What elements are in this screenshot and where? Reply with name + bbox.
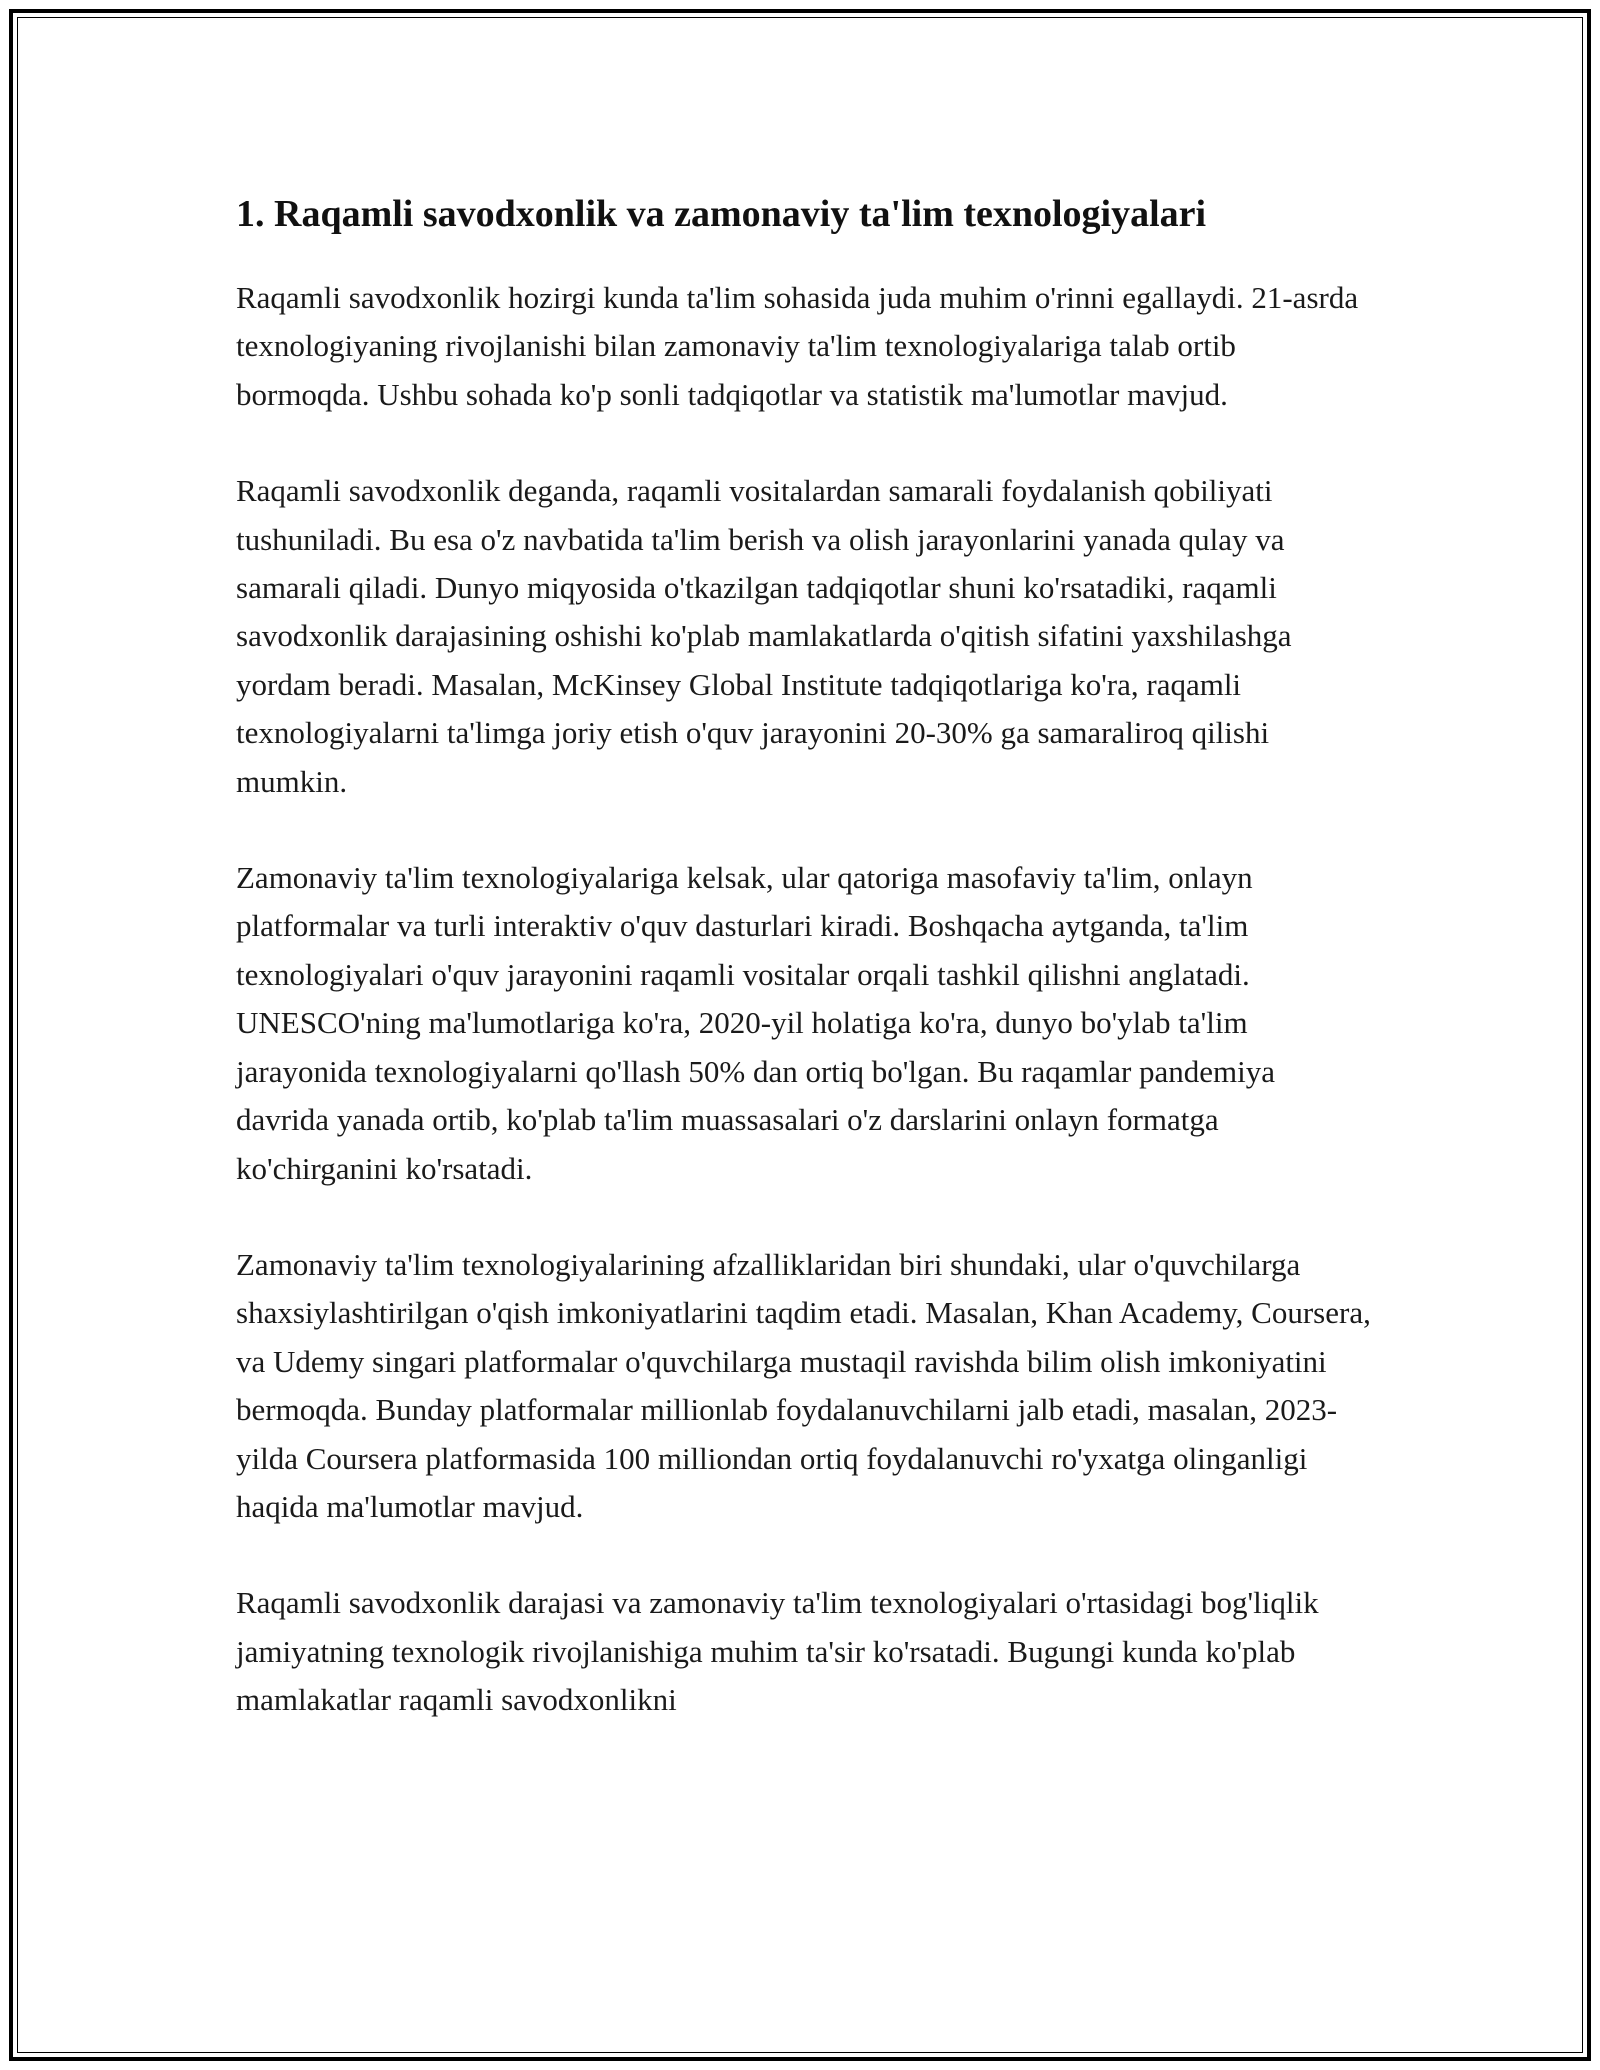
paragraph-5: Raqamli savodxonlik darajasi va zamonaviy ta'lim texnologiyalari o'rtasidagi bog'liqlik jamiyatning texnologik rivojlanishiga muhim ta'sir ko'rsatadi. Bugungi kunda ko'plab mamlakatlar raqamli savodxonlikni <box>236 1585 1319 1718</box>
paragraph-1: Raqamli savodxonlik hozirgi kunda ta'lim sohasida juda muhim o'rinni egallaydi. 21-asrda texnologiyaning rivojlanishi bilan zamonaviy ta'lim texnologiyalariga talab ortib bormoqda. Ushbu sohada ko'p sonli tadqiqotlar va statistik ma'lumotlar mavjud. <box>236 280 1359 412</box>
paragraph-2: Raqamli savodxonlik deganda, raqamli vositalardan samarali foydalanish qobiliyati tushuniladi. Bu esa o'z navbatida ta'lim berish va olish jarayonlarini yanada qulay va samarali qiladi. Dunyo miqyosida o'tkazilgan tadqiqotlar shuni ko'rsatadiki, raqamli savodxonlik darajasining oshishi ko'plab mamlakatlarda o'qitish sifatini yaxshilashga yordam beradi. Masalan, McKinsey Global Institute tadqiqotlariga ko'ra, raqamli texnologiyalarni ta'limga joriy etish o'quv jarayonini 20-30% ga samaraliroq qilishi mumkin. <box>236 473 1292 799</box>
section-heading: 1. Raqamli savodxonlik va zamonaviy ta'lim texnologiyalari <box>236 193 1207 235</box>
paragraph-4: Zamonaviy ta'lim texnologiyalarining afzalliklaridan biri shundaki, ular o'quvchilarga shaxsiylashtirilgan o'qish imkoniyatlarini taqdim etadi. Masalan, Khan Academy, Coursera, va Udemy singari platformalar o'quvchilarga mustaqil ravishda bilim olish imkoniyatini bermoqda. Bunday platformalar millionlab foydalanuvchilarni jalb etadi, masalan, 2023-yilda Coursera platformasida 100 milliondan ortiq foydalanuvchi ro'yxatga olinganligi haqida ma'lumotlar mavjud. <box>236 1246 1371 1524</box>
document-body <box>236 186 1371 1725</box>
paragraph-3: Zamonaviy ta'lim texnologiyalariga kelsak, ular qatoriga masofaviy ta'lim, onlayn platformalar va turli interaktiv o'quv dasturlari kiradi. Boshqacha aytganda, ta'lim texnologiyalari o'quv jarayonini raqamli vositalar orqali tashkil qilishni anglatadi. UNESCO'ning ma'lumotlariga ko'ra, 2020-yil holatiga ko'ra, dunyo bo'ylab ta'lim jarayonida texnologiyalarni qo'llash 50% dan ortiq bo'lgan. Bu raqamlar pandemiya davrida yanada ortib, ko'plab ta'lim muassasalari o'z darslarini onlayn formatga ko'chirganini ko'rsatadi. <box>236 860 1276 1186</box>
